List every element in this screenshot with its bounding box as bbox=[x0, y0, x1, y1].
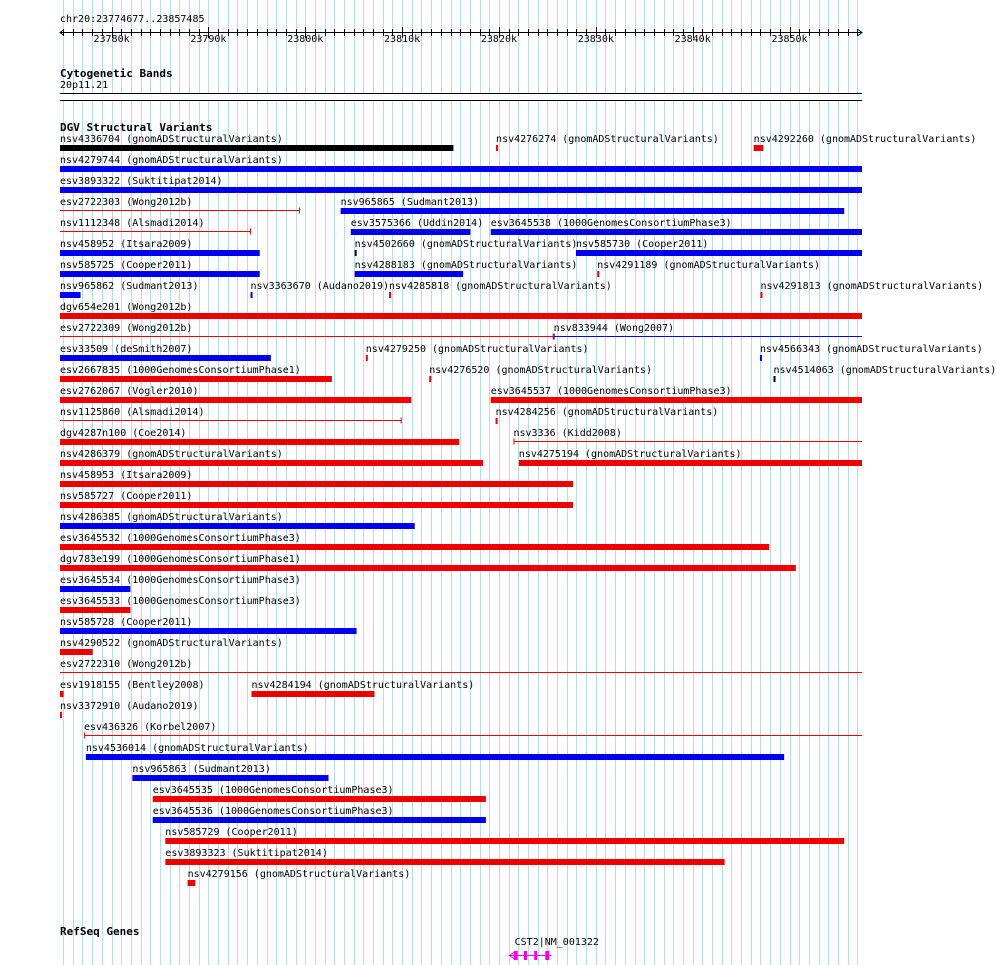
sv-feature-label: dgv654e201 (Wong2012b) bbox=[60, 302, 193, 313]
sv-feature-label: nsv585727 (Cooper2011) bbox=[60, 491, 193, 502]
sv-feature-label: nsv4279744 (gnomADStructuralVariants) bbox=[60, 155, 283, 166]
sv-feature-label: esv3645537 (1000GenomesConsortiumPhase3) bbox=[490, 386, 732, 397]
sv-feature-label: esv2762067 (Vogler2010) bbox=[60, 386, 199, 397]
sv-feature-label: dgv4287n100 (Coe2014) bbox=[60, 428, 187, 439]
sv-feature-label: esv3645534 (1000GenomesConsortiumPhase3) bbox=[60, 575, 301, 586]
sv-feature-label: esv3645538 (1000GenomesConsortiumPhase3) bbox=[490, 218, 732, 229]
sv-feature-label: nsv4286379 (gnomADStructuralVariants) bbox=[60, 449, 283, 460]
sv-feature-label: nsv4290522 (gnomADStructuralVariants) bbox=[60, 638, 283, 649]
sv-feature-label: nsv965862 (Sudmant2013) bbox=[60, 281, 199, 292]
sv-feature-label: nsv1125860 (Alsmadi2014) bbox=[60, 407, 205, 418]
sv-feature-label: nsv458953 (Itsara2009) bbox=[60, 470, 193, 481]
sv-feature-label: nsv4275194 (gnomADStructuralVariants) bbox=[518, 449, 742, 460]
sv-feature-label: nsv4291813 (gnomADStructuralVariants) bbox=[760, 281, 984, 292]
sv-feature-label: nsv4276274 (gnomADStructuralVariants) bbox=[496, 134, 719, 145]
ruler-tick-label: 23790k bbox=[190, 34, 227, 45]
ruler-tick-label: 23800k bbox=[287, 34, 324, 45]
dgv-track-title[interactable]: DGV Structural Variants bbox=[60, 121, 213, 134]
sv-feature-label: nsv4279156 (gnomADStructuralVariants) bbox=[187, 869, 411, 880]
cytoband-label: 20p11.21 bbox=[60, 80, 109, 91]
sv-feature-label: nsv585730 (Cooper2011) bbox=[575, 239, 709, 250]
sv-feature-label: nsv585729 (Cooper2011) bbox=[165, 827, 298, 838]
refseq-track-title[interactable]: RefSeq Genes bbox=[60, 925, 140, 938]
sv-feature-label: esv2667835 (1000GenomesConsortiumPhase1) bbox=[60, 365, 301, 376]
sv-feature-label: nsv4286385 (gnomADStructuralVariants) bbox=[60, 512, 283, 523]
sv-feature-label: nsv3372910 (Audano2019) bbox=[60, 701, 199, 712]
gene-exon[interactable] bbox=[534, 951, 537, 960]
sv-feature-label: esv2722310 (Wong2012b) bbox=[60, 659, 193, 670]
sv-feature-label: nsv4566343 (gnomADStructuralVariants) bbox=[759, 344, 983, 355]
sv-feature-label: esv3645536 (1000GenomesConsortiumPhase3) bbox=[152, 806, 394, 817]
position-label: chr20:23774677..23857485 bbox=[60, 14, 205, 25]
sv-feature-label: nsv3336 (Kidd2008) bbox=[513, 428, 622, 439]
sv-feature-label: nsv4514063 (gnomADStructuralVariants) bbox=[773, 365, 996, 376]
sv-feature-label: nsv4284256 (gnomADStructuralVariants) bbox=[495, 407, 719, 418]
sv-feature-label: nsv833944 (Wong2007) bbox=[553, 323, 675, 334]
sv-feature-label: nsv4291189 (gnomADStructuralVariants) bbox=[597, 260, 821, 271]
sv-feature-label: nsv4288183 (gnomADStructuralVariants) bbox=[354, 260, 578, 271]
sv-feature-label: esv2722309 (Wong2012b) bbox=[60, 323, 193, 334]
sv-feature-label: esv3645535 (1000GenomesConsortiumPhase3) bbox=[152, 785, 394, 796]
gene-exon[interactable] bbox=[514, 951, 518, 960]
sv-feature-label: nsv3363670 (Audano2019) bbox=[250, 281, 390, 292]
sv-feature-label: nsv1112348 (Alsmadi2014) bbox=[60, 218, 205, 229]
sv-feature-label: nsv4292260 (gnomADStructuralVariants) bbox=[753, 134, 977, 145]
gene-label[interactable]: CST2|NM_001322 bbox=[514, 937, 599, 948]
sv-feature-label: esv3645532 (1000GenomesConsortiumPhase3) bbox=[60, 533, 301, 544]
sv-feature-label: esv3575366 (Uddin2014) bbox=[350, 218, 484, 229]
gene-exon[interactable] bbox=[524, 951, 527, 960]
sv-feature-label: nsv4279250 (gnomADStructuralVariants) bbox=[365, 344, 589, 355]
sv-feature-label: nsv4536014 (gnomADStructuralVariants) bbox=[85, 743, 309, 754]
ruler-tick-label: 23810k bbox=[384, 34, 421, 45]
ruler-tick-label: 23840k bbox=[674, 34, 711, 45]
ruler-tick-label: 23820k bbox=[480, 34, 518, 45]
sv-feature-label: nsv4284194 (gnomADStructuralVariants) bbox=[251, 680, 475, 691]
sv-feature-label: dgv783e199 (1000GenomesConsortiumPhase1) bbox=[60, 554, 301, 565]
ruler-tick-label: 23830k bbox=[577, 34, 614, 45]
ruler-tick-label: 23780k bbox=[93, 34, 130, 45]
ruler-tick-label: 23850k bbox=[771, 34, 808, 45]
sv-feature-label: nsv4336704 (gnomADStructuralVariants) bbox=[60, 134, 283, 145]
sv-feature-label: esv3893323 (Suktitipat2014) bbox=[165, 848, 328, 859]
gene-exon[interactable] bbox=[545, 951, 549, 960]
sv-feature-label: esv3645533 (1000GenomesConsortiumPhase3) bbox=[60, 596, 301, 607]
sv-feature-label: esv436326 (Korbel2007) bbox=[83, 722, 217, 733]
sv-feature-label: nsv4285818 (gnomADStructuralVariants) bbox=[389, 281, 612, 292]
sv-feature-label: nsv4502660 (gnomADStructuralVariants) bbox=[354, 239, 578, 250]
sv-feature-label: nsv965865 (Sudmant2013) bbox=[340, 197, 480, 208]
sv-feature-label: nsv965863 (Sudmant2013) bbox=[132, 764, 271, 775]
sv-feature-label: nsv585725 (Cooper2011) bbox=[60, 260, 193, 271]
sv-feature-label: nsv458952 (Itsara2009) bbox=[60, 239, 193, 250]
sv-feature-label: esv1918155 (Bentley2008) bbox=[60, 680, 205, 691]
sv-feature-label: esv33509 (deSmith2007) bbox=[60, 344, 193, 355]
cytoband-track-title[interactable]: Cytogenetic Bands bbox=[60, 67, 173, 80]
sv-feature-label: nsv585728 (Cooper2011) bbox=[60, 617, 193, 628]
sv-feature-label: esv2722303 (Wong2012b) bbox=[60, 197, 193, 208]
sv-feature-label: esv3893322 (Suktitipat2014) bbox=[60, 176, 223, 187]
sv-feature-label: nsv4276520 (gnomADStructuralVariants) bbox=[429, 365, 652, 376]
